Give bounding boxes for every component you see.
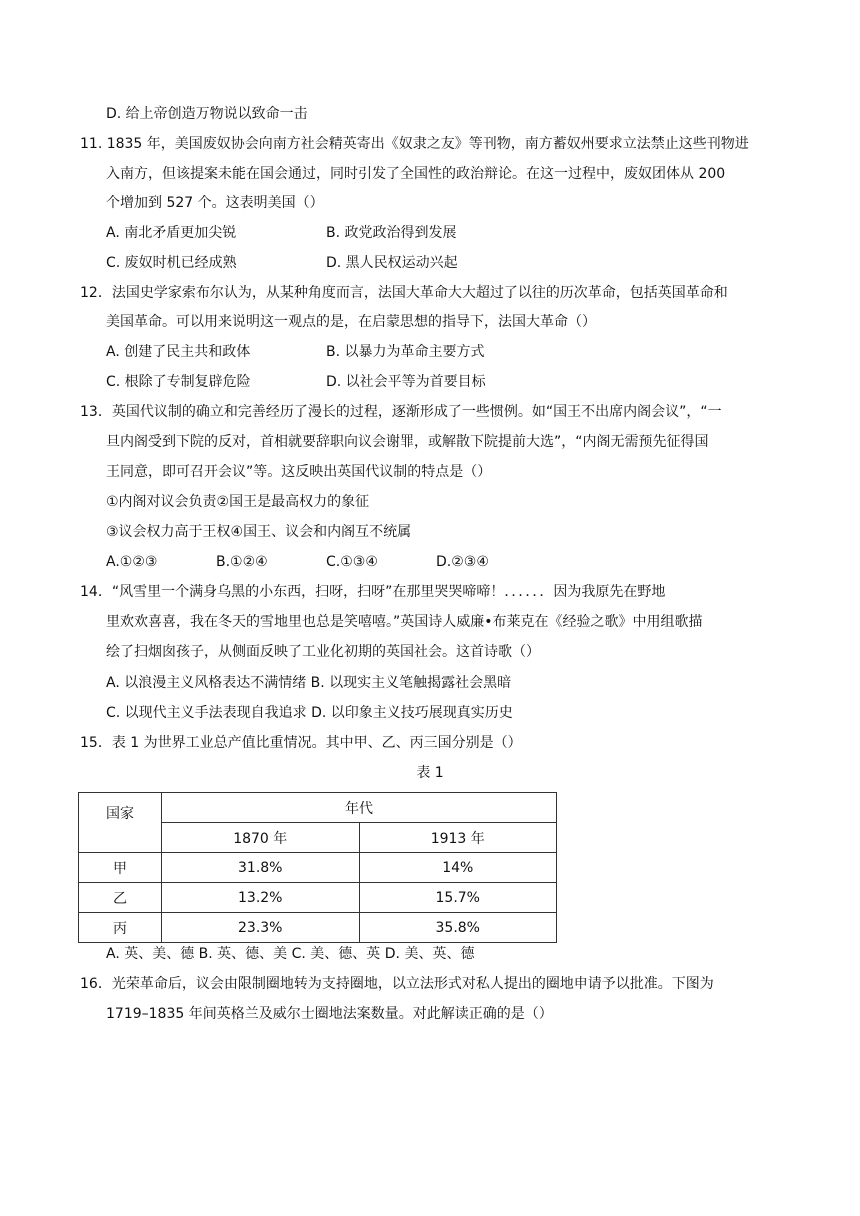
- table-header-1870: 1870 年: [162, 823, 360, 853]
- q10-option-d: D. 给上帝创造万物说以致命一击: [106, 106, 308, 122]
- q12-stem-line-1: 12．法国史学家索布尔认为，从某种角度而言，法国大革命大大超过了以往的历次革命，包括英国革命和: [80, 285, 728, 301]
- q13-stem-line-3: 王同意，即可召开会议”等。这反映出英国代议制的特点是（）: [106, 464, 492, 480]
- table-header-era: 年代: [162, 793, 557, 823]
- q13-option-d: D.②③④: [436, 554, 489, 570]
- q14-stem-line-3: 绘了扫烟囱孩子，从侧面反映了工业化初期的英国社会。这首诗歌（）: [106, 644, 540, 660]
- table-row-country: 乙: [79, 883, 162, 913]
- table-header-1913: 1913 年: [359, 823, 557, 853]
- q11-stem-line-3: 个增加到 527 个。这表明美国（）: [106, 195, 324, 211]
- q11-stem-line-2: 入南方，但该提案未能在国会通过，同时引发了全国性的政治辩论。在这一过程中，废奴团体从 200: [106, 166, 726, 182]
- q15-stem-line-1: 15．表 1 为世界工业总产值比重情况。其中甲、乙、丙三国分别是（）: [80, 735, 522, 751]
- q16-stem-line-1: 16．光荣革命后，议会由限制圈地转为支持圈地，以立法形式对私人提出的圈地申请予以批准。下图为: [80, 976, 714, 992]
- table-cell-1870: 31.8%: [162, 853, 360, 883]
- q11-option-a: A. 南北矛盾更加尖锐: [106, 225, 237, 241]
- table-cell-1870: 23.3%: [162, 913, 360, 943]
- q11-stem-line-1: 11. 1835 年，美国废奴协会向南方社会精英寄出《奴隶之友》等刊物，南方蓄奴州要求立法禁止这些刊物进: [80, 136, 749, 152]
- table-caption: 表 1: [416, 765, 444, 781]
- q13-option-b: B.①②④: [216, 554, 268, 570]
- q11-option-b: B. 政党政治得到发展: [326, 225, 457, 241]
- q14-stem-line-2: 里欢欢喜喜，我在冬天的雪地里也总是笑嘻嘻。”英国诗人威廉•布莱克在《经验之歌》中用组歌描: [106, 614, 703, 630]
- q12-option-a: A. 创建了民主共和政体: [106, 344, 251, 360]
- q12-option-d: D. 以社会平等为首要目标: [326, 374, 486, 390]
- q16-stem-line-2: 1719–1835 年间英格兰及威尔士圈地法案数量。对此解读正确的是（）: [106, 1006, 553, 1022]
- q13-option-a: A.①②③: [106, 554, 158, 570]
- table-cell-1913: 14%: [359, 853, 557, 883]
- q13-statement-1: ①内阁对议会负责②国王是最高权力的象征: [106, 494, 370, 510]
- q13-stem-line-1: 13．英国代议制的确立和完善经历了漫长的过程，逐渐形成了一些惯例。如“国王不出席内阁会议”，“一: [80, 404, 722, 420]
- table-header-country: 国家: [79, 793, 162, 853]
- table-cell-1913: 35.8%: [359, 913, 557, 943]
- industrial-output-table: [78, 792, 557, 943]
- q14-options-cd: C. 以现代主义手法表现自我追求 D. 以印象主义技巧展现真实历史: [106, 705, 513, 721]
- table-cell-1870: 13.2%: [162, 883, 360, 913]
- q14-options-ab: A. 以浪漫主义风格表达不满情绪 B. 以现实主义笔触揭露社会黑暗: [106, 675, 512, 691]
- q12-option-b: B. 以暴力为革命主要方式: [326, 344, 485, 360]
- q15-options: A. 英、美、德 B. 英、德、美 C. 美、德、英 D. 美、英、德: [106, 946, 475, 962]
- q13-option-c: C.①③④: [326, 554, 378, 570]
- q13-statement-2: ③议会权力高于王权④国王、议会和内阁互不统属: [106, 524, 412, 540]
- table-cell-1913: 15.7%: [359, 883, 557, 913]
- table-row-country: 甲: [79, 853, 162, 883]
- q14-stem-line-1: 14．“风雪里一个满身乌黑的小东西，扫呀，扫呀”在那里哭哭啼啼！．．．．．．因为我原先在野地: [80, 584, 666, 600]
- q12-stem-line-2: 美国革命。可以用来说明这一观点的是，在启蒙思想的指导下，法国大革命（）: [106, 314, 596, 330]
- q12-option-c: C. 根除了专制复辟危险: [106, 374, 251, 390]
- q11-option-c: C. 废奴时机已经成熟: [106, 255, 237, 271]
- table-row-country: 丙: [79, 913, 162, 943]
- q11-option-d: D. 黑人民权运动兴起: [326, 255, 458, 271]
- q13-stem-line-2: 旦内阁受到下院的反对，首相就要辞职向议会谢罪，或解散下院提前大选”，“内阁无需预先征得国: [106, 434, 709, 450]
